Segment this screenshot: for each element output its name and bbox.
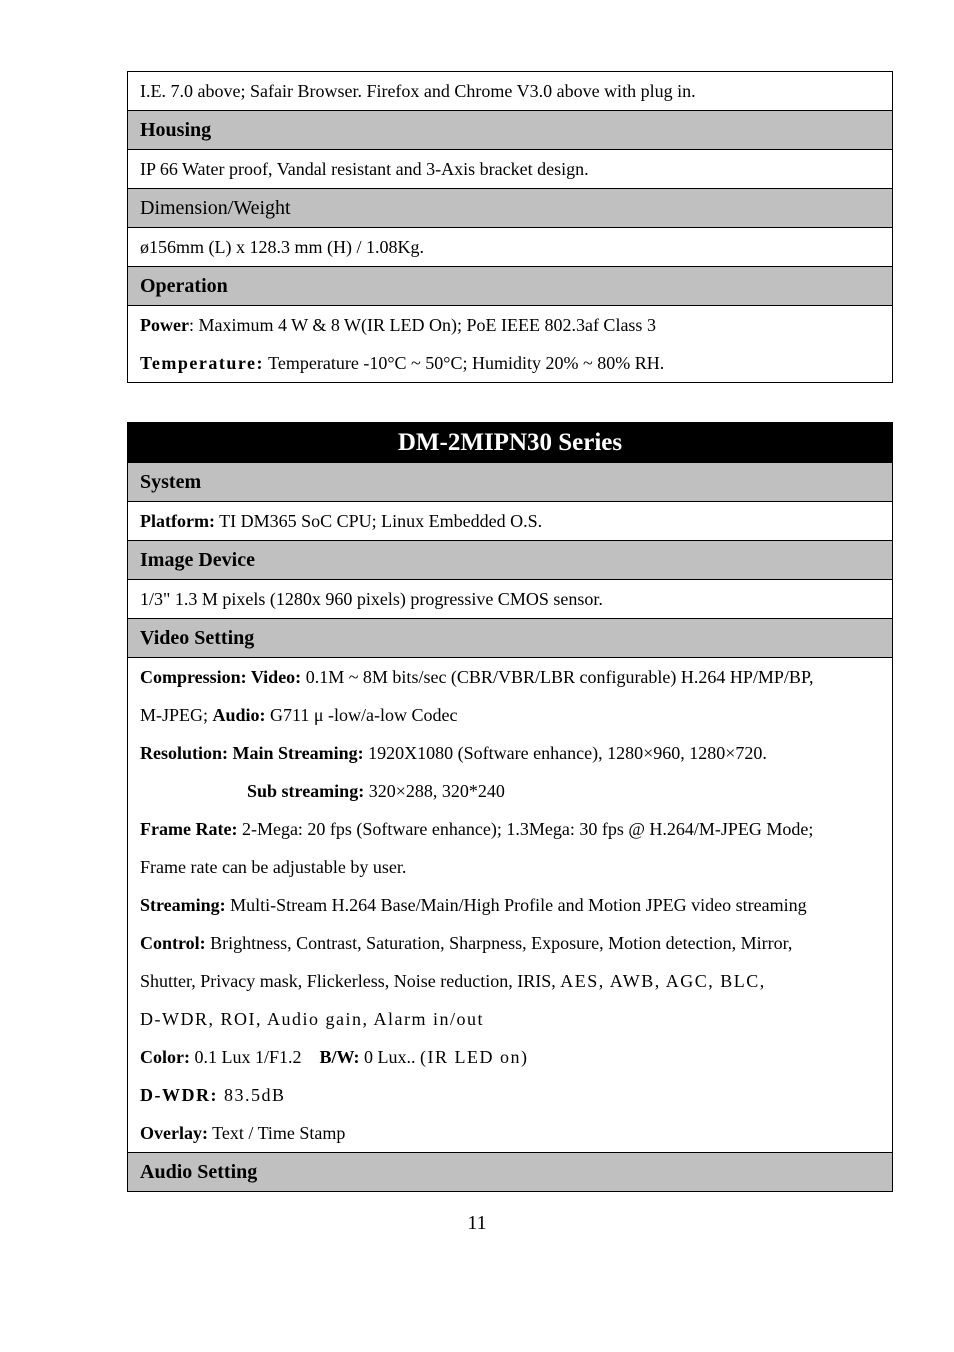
housing-header: Housing (128, 111, 893, 150)
control-line-2: Shutter, Privacy mask, Flickerless, Noise reduction, IRIS, AES, AWB, AGC, BLC, (140, 971, 766, 991)
operation-header: Operation (128, 267, 893, 306)
video-setting-details (128, 658, 893, 1153)
overlay-line: Overlay: Text / Time Stamp (140, 1123, 346, 1143)
dimension-header: Dimension/Weight (128, 189, 893, 228)
frame-rate-line-2: Frame rate can be adjustable by user. (140, 857, 407, 877)
page-number: 11 (467, 1212, 487, 1234)
image-device-text: 1/3" 1.3 M pixels (1280x 960 pixels) progressive CMOS sensor. (128, 580, 893, 619)
audio-setting-header: Audio Setting (128, 1153, 893, 1192)
audio-codec-line: M-JPEG; Audio: G711 μ -low/a-low Codec (140, 705, 458, 725)
image-device-header: Image Device (128, 541, 893, 580)
color-line: Color: 0.1 Lux 1/F1.2 B/W: 0 Lux.. (IR LED on) (140, 1047, 529, 1067)
temperature-line: Temperature: Temperature -10°C ~ 50°C; Humidity 20% ~ 80% RH. (140, 353, 665, 373)
resolution-line: Resolution: Main Streaming: 1920X1080 (Software enhance), 1280×960, 1280×720. (140, 743, 767, 763)
series-title: DM-2MIPN30 Series (128, 423, 893, 463)
spec-table-continued (127, 71, 893, 383)
system-header: System (128, 463, 893, 502)
compression-line: Compression: Video: 0.1M ~ 8M bits/sec (CBR/VBR/LBR configurable) H.264 HP/MP/BP, (140, 667, 814, 687)
video-setting-header: Video Setting (128, 619, 893, 658)
streaming-line: Streaming: Multi-Stream H.264 Base/Main/High Profile and Motion JPEG video streaming (140, 895, 807, 915)
platform-line: Platform: TI DM365 SoC CPU; Linux Embedded O.S. (128, 502, 893, 541)
sub-streaming-line: Sub streaming: 320×288, 320*240 (247, 781, 505, 801)
operation-details (128, 306, 893, 383)
browser-support: I.E. 7.0 above; Safair Browser. Firefox and Chrome V3.0 above with plug in. (128, 72, 893, 111)
frame-rate-line: Frame Rate: 2-Mega: 20 fps (Software enhance); 1.3Mega: 30 fps @ H.264/M-JPEG Mode; (140, 819, 814, 839)
control-line: Control: Brightness, Contrast, Saturation, Sharpness, Exposure, Motion detection, Mirror, (140, 933, 793, 953)
spec-table-dm-2mipn30 (127, 422, 893, 1192)
dimension-text: ø156mm (L) x 128.3 mm (H) / 1.08Kg. (128, 228, 893, 267)
housing-text: IP 66 Water proof, Vandal resistant and 3-Axis bracket design. (128, 150, 893, 189)
power-line: Power: Maximum 4 W & 8 W(IR LED On); PoE IEEE 802.3af Class 3 (140, 315, 656, 335)
dwdr-line: D-WDR: 83.5dB (140, 1085, 286, 1105)
control-line-3: D-WDR, ROI, Audio gain, Alarm in/out (140, 1009, 484, 1029)
